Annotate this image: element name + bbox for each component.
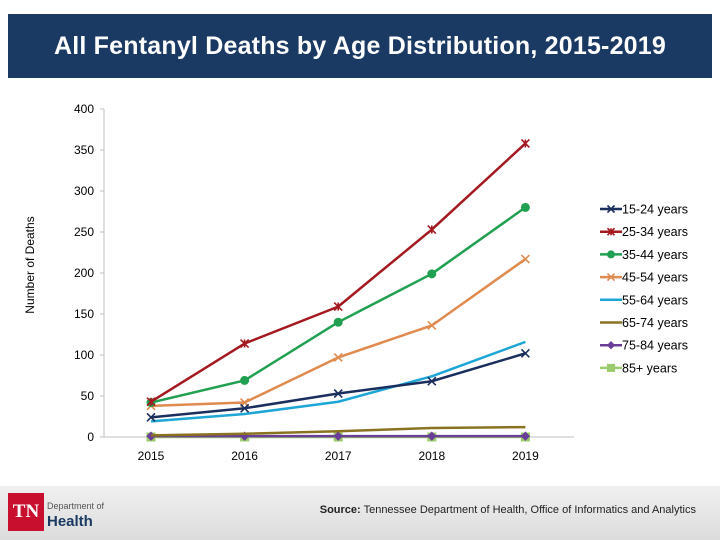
legend-item	[600, 293, 688, 307]
y-tick-label: 50	[80, 389, 94, 403]
series-25-34-years	[147, 139, 529, 405]
data-point-marker	[521, 255, 529, 263]
data-point-marker	[241, 376, 249, 384]
data-point-marker	[334, 318, 342, 326]
chart-legend	[600, 203, 688, 376]
y-tick-label: 200	[73, 266, 94, 280]
series-15-24-years	[147, 349, 529, 421]
source-note	[320, 504, 696, 516]
legend-item	[600, 339, 688, 353]
legend-label: 55-64 years	[622, 293, 689, 308]
series-55-64-years	[151, 342, 525, 422]
y-tick-label: 150	[73, 307, 94, 321]
data-point-marker	[608, 364, 615, 371]
legend-label: 35-44 years	[622, 247, 689, 262]
series-45-54-years	[147, 255, 529, 410]
source-label: Source:	[319, 504, 361, 516]
y-axis-label: Number of Deaths	[23, 216, 37, 314]
source-text: Tennessee Department of Health, Office of Informatics and Analytics	[363, 504, 696, 516]
x-tick-label: 2018	[418, 449, 446, 463]
y-tick-label: 0	[87, 430, 94, 444]
x-tick-label: 2016	[231, 449, 258, 463]
legend-label: 75-84 years	[622, 338, 689, 353]
y-tick-label: 100	[73, 348, 94, 362]
legend-label: 25-34 years	[622, 225, 689, 240]
legend-label: 15-24 years	[622, 202, 689, 217]
series-line	[151, 342, 525, 422]
series-line	[151, 259, 525, 406]
data-point-marker	[521, 139, 529, 147]
legend-item	[600, 248, 688, 262]
y-tick-label: 250	[73, 225, 94, 239]
page-title: All Fentanyl Deaths by Age Distribution, 2015-2019	[53, 31, 666, 60]
tn-logo-mark: TN	[8, 493, 44, 531]
y-tick-label: 300	[73, 184, 94, 198]
legend-label: 45-54 years	[622, 270, 689, 285]
legend-item	[600, 225, 688, 239]
legend-label: 65-74 years	[622, 316, 689, 330]
y-tick-label: 400	[73, 102, 94, 116]
data-point-marker	[608, 251, 615, 258]
legend-item	[600, 271, 688, 285]
legend-label: 85+ years	[622, 361, 678, 376]
legend-item	[600, 361, 677, 375]
logo-health-text: Health	[47, 513, 93, 530]
tn-health-logo	[8, 491, 118, 535]
legend-item	[600, 203, 688, 217]
y-tick-label: 350	[73, 143, 94, 157]
series-layer	[147, 139, 529, 441]
data-point-marker	[521, 203, 529, 211]
x-tick-label: 2019	[512, 449, 539, 463]
x-tick-label: 2015	[137, 449, 165, 463]
data-point-marker	[428, 270, 436, 278]
legend-item	[600, 316, 688, 330]
logo-department-text: Department of	[47, 501, 105, 511]
x-tick-label: 2017	[324, 449, 352, 463]
data-point-marker	[428, 226, 436, 234]
data-point-marker	[608, 342, 615, 349]
